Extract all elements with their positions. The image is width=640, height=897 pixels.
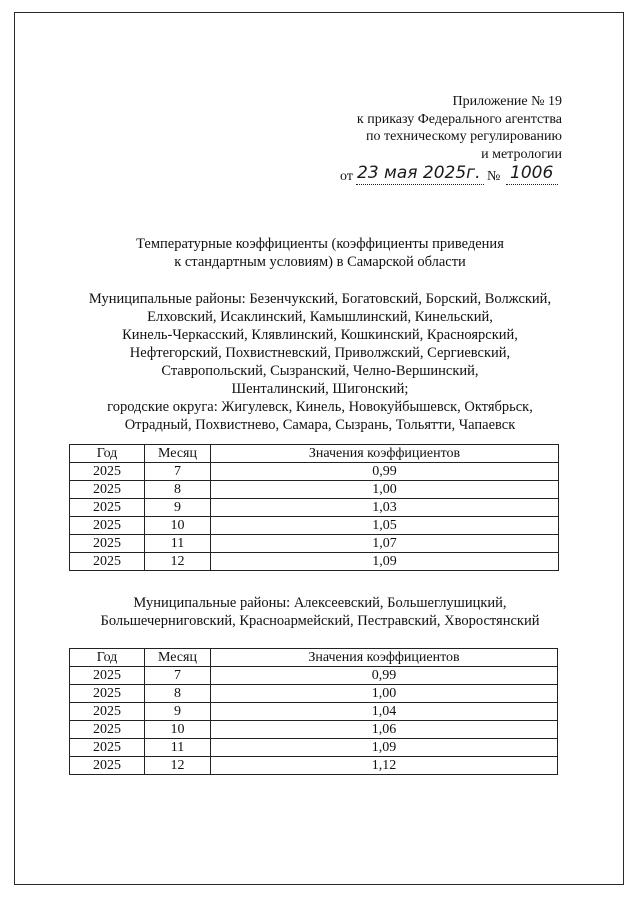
- districts-line: Шенталинский, Шигонский;: [231, 381, 409, 397]
- document-title: [0, 235, 640, 271]
- col-header-year: Год: [70, 445, 145, 463]
- year-cell: 2025: [70, 739, 145, 757]
- table-row: [70, 553, 559, 571]
- month-cell: 7: [145, 463, 211, 481]
- year-cell: 2025: [70, 481, 145, 499]
- month-cell: 10: [145, 517, 211, 535]
- districts-line: Ставропольский, Сызранский, Челно-Вершинский,: [161, 363, 479, 379]
- coefficients-table-2: [69, 648, 558, 775]
- table-row: [70, 517, 559, 535]
- month-cell: 11: [145, 739, 211, 757]
- handwritten-number: 1006: [510, 163, 554, 183]
- agency-line: по техническому регулированию: [365, 129, 562, 144]
- number-label: №: [487, 169, 501, 184]
- value-cell: 1,09: [211, 739, 558, 757]
- value-cell: 1,03: [211, 499, 559, 517]
- number-underline: [506, 184, 558, 185]
- districts-line: Нефтегорский, Похвистневский, Приволжский, Сергиевский,: [129, 345, 511, 361]
- districts-line: Большечерниговский, Красноармейский, Пестравский, Хворостянский: [100, 613, 540, 629]
- value-cell: 1,06: [211, 721, 558, 739]
- year-cell: 2025: [70, 553, 145, 571]
- col-header-value: Значения коэффициентов: [211, 649, 558, 667]
- title-line-1: Температурные коэффициенты (коэффициенты приведения: [136, 236, 504, 252]
- date-prefix: от: [340, 169, 353, 184]
- metrology-line: и метрологии: [481, 146, 562, 162]
- month-cell: 7: [145, 667, 211, 685]
- table-row: [70, 757, 558, 775]
- col-header-month: Месяц: [145, 445, 211, 463]
- appendix-number: Приложение № 19: [452, 94, 562, 109]
- table-row: [70, 535, 559, 553]
- table-header-row: [70, 649, 558, 667]
- col-header-year: Год: [70, 649, 145, 667]
- table-row: [70, 481, 559, 499]
- month-cell: 12: [145, 553, 211, 571]
- value-cell: 1,00: [211, 481, 559, 499]
- value-cell: 1,04: [211, 703, 558, 721]
- year-cell: 2025: [70, 667, 145, 685]
- districts-line: Муниципальные районы: Безенчукский, Богатовский, Борский, Волжский,: [88, 291, 552, 307]
- coefficients-table-1: [69, 444, 559, 571]
- value-cell: 0,99: [211, 463, 559, 481]
- date-number-row: [340, 164, 570, 188]
- table-row: [70, 463, 559, 481]
- table-row: [70, 499, 559, 517]
- districts-list-2: [0, 594, 640, 630]
- districts-line: Муниципальные районы: Алексеевский, Большеглушицкий,: [133, 595, 507, 611]
- month-cell: 12: [145, 757, 211, 775]
- appendix-header: [357, 93, 562, 163]
- year-cell: 2025: [70, 685, 145, 703]
- value-cell: 1,09: [211, 553, 559, 571]
- date-underline: [356, 184, 484, 185]
- value-cell: 1,05: [211, 517, 559, 535]
- month-cell: 10: [145, 721, 211, 739]
- districts-line: Елховский, Исаклинский, Камышлинский, Кинельский,: [147, 309, 493, 325]
- year-cell: 2025: [70, 463, 145, 481]
- districts-line: городские округа: Жигулевск, Кинель, Новокуйбышевск, Октябрьск,: [107, 399, 533, 415]
- col-header-value: Значения коэффициентов: [211, 445, 559, 463]
- year-cell: 2025: [70, 517, 145, 535]
- year-cell: 2025: [70, 535, 145, 553]
- districts-list-1: [0, 290, 640, 434]
- table-header-row: [70, 445, 559, 463]
- districts-line: Отрадный, Похвистнево, Самара, Сызрань, Тольятти, Чапаевск: [124, 417, 516, 433]
- year-cell: 2025: [70, 721, 145, 739]
- year-cell: 2025: [70, 499, 145, 517]
- value-cell: 0,99: [211, 667, 558, 685]
- value-cell: 1,00: [211, 685, 558, 703]
- value-cell: 1,07: [211, 535, 559, 553]
- table-row: [70, 667, 558, 685]
- month-cell: 11: [145, 535, 211, 553]
- month-cell: 8: [145, 481, 211, 499]
- year-cell: 2025: [70, 703, 145, 721]
- districts-line: Кинель-Черкасский, Клявлинский, Кошкинский, Красноярский,: [122, 327, 518, 343]
- order-line: к приказу Федерального агентства: [356, 111, 562, 127]
- month-cell: 9: [145, 703, 211, 721]
- year-cell: 2025: [70, 757, 145, 775]
- value-cell: 1,12: [211, 757, 558, 775]
- handwritten-date: 23 мая 2025г.: [357, 163, 481, 183]
- table-row: [70, 721, 558, 739]
- month-cell: 9: [145, 499, 211, 517]
- title-line-2: к стандартным условиям) в Самарской области: [174, 254, 466, 270]
- month-cell: 8: [145, 685, 211, 703]
- table-row: [70, 703, 558, 721]
- table-row: [70, 685, 558, 703]
- col-header-month: Месяц: [145, 649, 211, 667]
- table-row: [70, 739, 558, 757]
